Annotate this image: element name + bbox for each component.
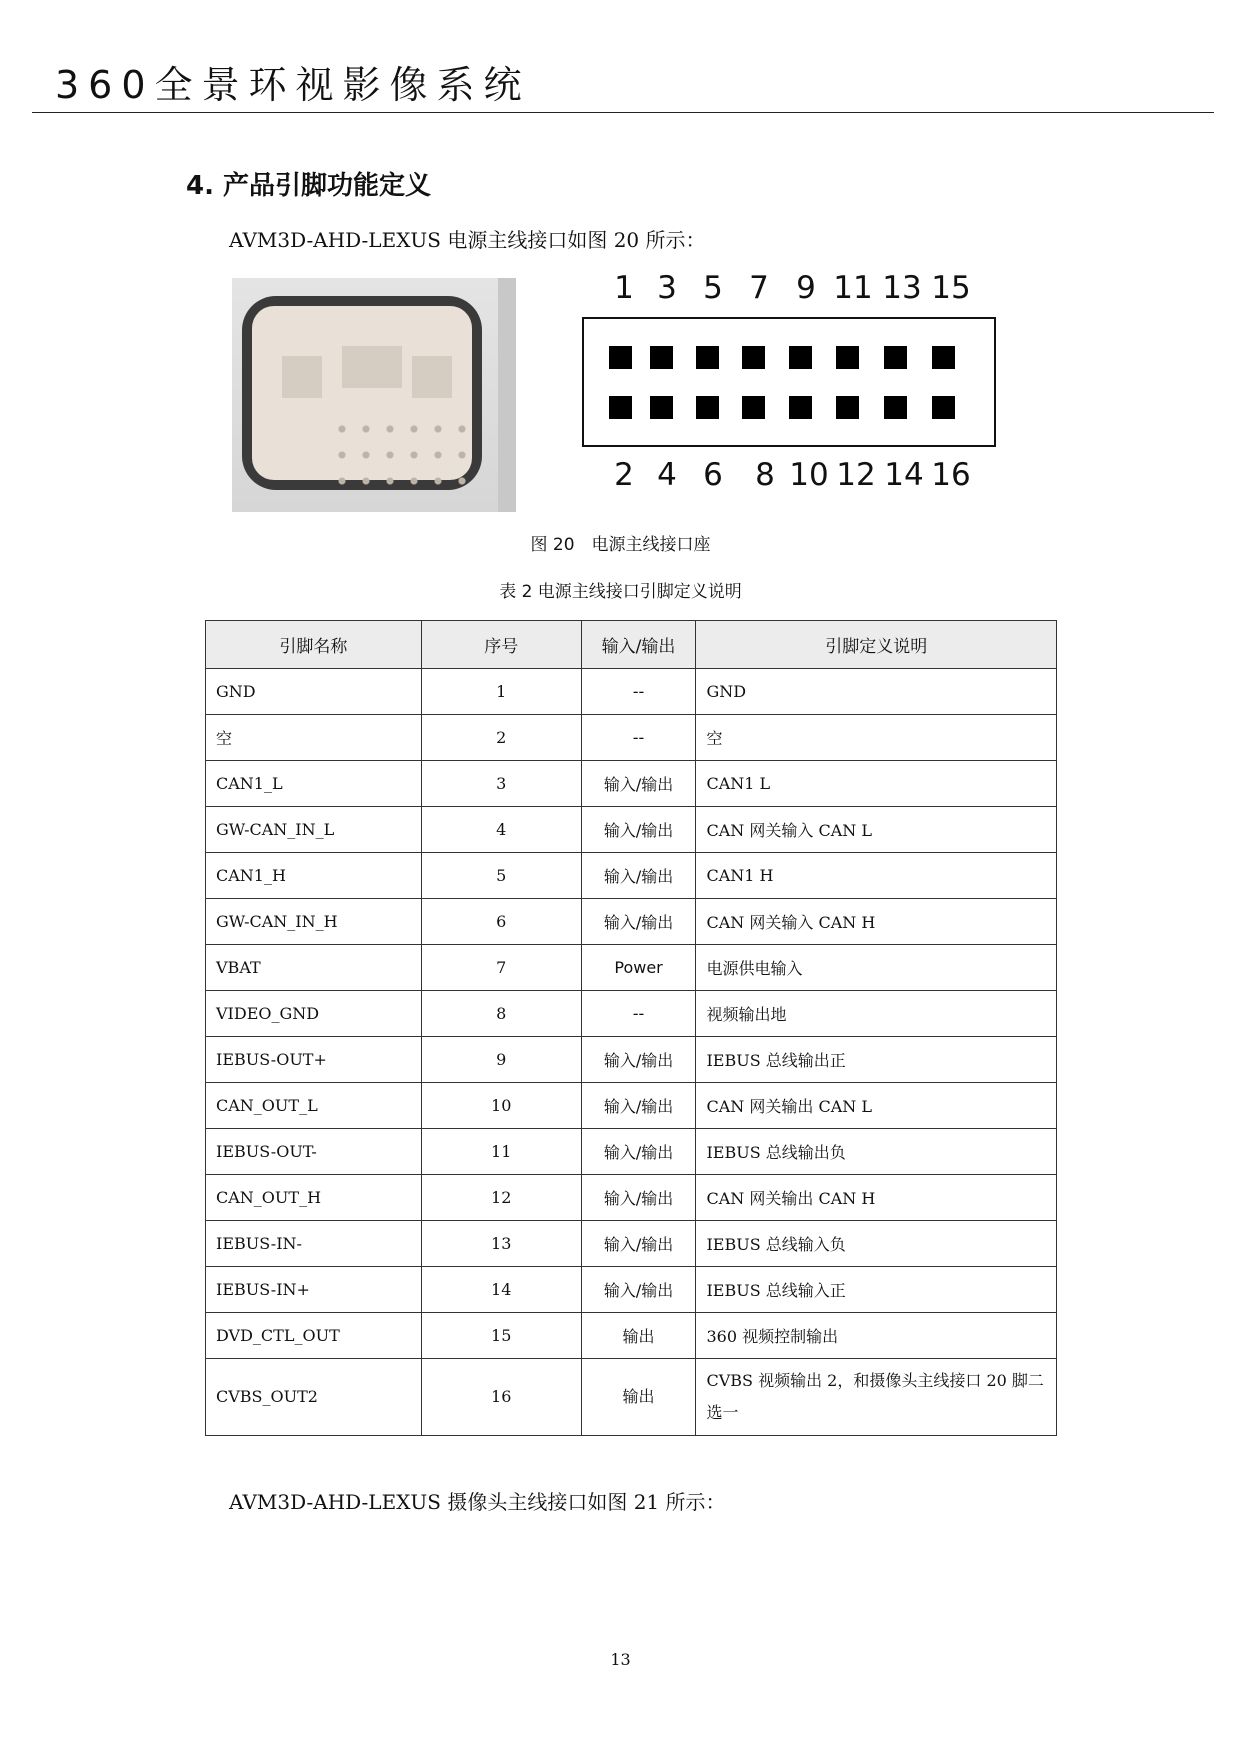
pin-definition-table (205, 620, 1057, 1436)
pin-label-top: 7 (749, 270, 769, 306)
pin-square-top (932, 346, 955, 369)
table-caption: 表 2 电源主线接口引脚定义说明 (499, 582, 742, 602)
page-number: 13 (610, 1650, 631, 1669)
pin-description-cell: IEBUS 总线输入负 (696, 1221, 1057, 1267)
pin-description-cell: IEBUS 总线输出正 (696, 1037, 1057, 1083)
pin-label-bottom: 6 (703, 457, 723, 493)
pin-description-cell: 电源供电输入 (696, 945, 1057, 991)
pin-square-bottom (789, 396, 812, 419)
pin-square-top (884, 346, 907, 369)
pin-io-cell: 输入/输出 (581, 853, 696, 899)
table-row (206, 945, 1057, 991)
pin-io-cell: -- (581, 991, 696, 1037)
pin-description-cell: CAN 网关输入 CAN L (696, 807, 1057, 853)
pin-description-cell: 360 视频控制输出 (696, 1313, 1057, 1359)
pin-io-cell: Power (581, 945, 696, 991)
pin-description-cell: IEBUS 总线输入正 (696, 1267, 1057, 1313)
pin-square-top (742, 346, 765, 369)
pin-square-bottom (609, 396, 632, 419)
figure-caption: 图 20 电源主线接口座 (530, 535, 711, 555)
header-pin-number: 序号 (421, 621, 581, 669)
pin-number-cell: 12 (421, 1175, 581, 1221)
pin-number-cell: 6 (421, 899, 581, 945)
pin-io-cell: 输入/输出 (581, 807, 696, 853)
table-row (206, 1221, 1057, 1267)
table-body (206, 669, 1057, 1436)
pin-description-cell: IEBUS 总线输出负 (696, 1129, 1057, 1175)
connector-photo (232, 278, 516, 512)
pin-name-cell: CAN1_H (206, 853, 422, 899)
pin-label-top: 13 (882, 270, 922, 306)
pin-square-bottom (884, 396, 907, 419)
pin-square-top (696, 346, 719, 369)
table-row (206, 1129, 1057, 1175)
pin-number-cell: 2 (421, 715, 581, 761)
pin-name-cell: IEBUS-OUT+ (206, 1037, 422, 1083)
table-row (206, 1083, 1057, 1129)
header-pin-name: 引脚名称 (206, 621, 422, 669)
pin-io-cell: 输出 (581, 1359, 696, 1436)
pin-description-cell: GND (696, 669, 1057, 715)
document-header-title: 360全景环视影像系统 (55, 63, 531, 107)
pin-number-cell: 13 (421, 1221, 581, 1267)
pin-name-cell: 空 (206, 715, 422, 761)
pin-description-cell: 视频输出地 (696, 991, 1057, 1037)
pin-io-cell: 输出 (581, 1313, 696, 1359)
connector-latch (282, 356, 322, 398)
pin-number-cell: 3 (421, 761, 581, 807)
pin-label-top: 9 (796, 270, 816, 306)
pin-description-cell: CAN 网关输出 CAN L (696, 1083, 1057, 1129)
pin-number-cell: 7 (421, 945, 581, 991)
table-row (206, 761, 1057, 807)
connector-latch (412, 356, 452, 398)
pin-number-cell: 1 (421, 669, 581, 715)
pin-name-cell: CAN_OUT_L (206, 1083, 422, 1129)
pin-label-bottom: 12 (836, 457, 876, 493)
table-row (206, 991, 1057, 1037)
pin-label-bottom: 16 (931, 457, 971, 493)
pin-label-bottom: 4 (657, 457, 677, 493)
pin-name-cell: CVBS_OUT2 (206, 1359, 422, 1436)
pin-square-bottom (836, 396, 859, 419)
pin-description-cell: CVBS 视频输出 2，和摄像头主线接口 20 脚二选一 (696, 1359, 1057, 1436)
pin-io-cell: 输入/输出 (581, 1221, 696, 1267)
pin-name-cell: IEBUS-OUT- (206, 1129, 422, 1175)
pin-label-top: 3 (657, 270, 677, 306)
pin-square-top (650, 346, 673, 369)
pin-name-cell: IEBUS-IN+ (206, 1267, 422, 1313)
connector-panel-edge (498, 278, 516, 512)
table-row (206, 1175, 1057, 1221)
pin-label-top: 15 (931, 270, 971, 306)
pin-label-bottom: 10 (789, 457, 829, 493)
connector-pin-holes (330, 416, 470, 496)
pin-io-cell: -- (581, 715, 696, 761)
pin-io-cell: 输入/输出 (581, 1083, 696, 1129)
pin-name-cell: VBAT (206, 945, 422, 991)
table-row (206, 1313, 1057, 1359)
table-row (206, 669, 1057, 715)
pin-io-cell: 输入/输出 (581, 1175, 696, 1221)
pin-number-cell: 11 (421, 1129, 581, 1175)
pin-label-top: 1 (614, 270, 634, 306)
pin-number-cell: 9 (421, 1037, 581, 1083)
pin-square-bottom (696, 396, 719, 419)
pin-name-cell: GW-CAN_IN_H (206, 899, 422, 945)
header-io: 输入/输出 (581, 621, 696, 669)
pin-number-cell: 16 (421, 1359, 581, 1436)
pin-number-cell: 4 (421, 807, 581, 853)
pin-label-bottom: 2 (614, 457, 634, 493)
pin-io-cell: 输入/输出 (581, 1267, 696, 1313)
pin-square-top (836, 346, 859, 369)
pin-label-top: 5 (703, 270, 723, 306)
pin-number-cell: 8 (421, 991, 581, 1037)
pin-label-bottom: 8 (755, 457, 775, 493)
pin-number-cell: 14 (421, 1267, 581, 1313)
table-row (206, 715, 1057, 761)
table-row (206, 807, 1057, 853)
pin-description-cell: CAN 网关输入 CAN H (696, 899, 1057, 945)
pin-name-cell: IEBUS-IN- (206, 1221, 422, 1267)
table-row (206, 853, 1057, 899)
pin-name-cell: CAN_OUT_H (206, 1175, 422, 1221)
pin-square-bottom (742, 396, 765, 419)
pin-name-cell: GW-CAN_IN_L (206, 807, 422, 853)
pin-io-cell: 输入/输出 (581, 899, 696, 945)
pin-square-top (789, 346, 812, 369)
pin-name-cell: CAN1_L (206, 761, 422, 807)
pin-description-cell: CAN1 L (696, 761, 1057, 807)
pin-description-cell: CAN1 H (696, 853, 1057, 899)
header-divider (32, 112, 1214, 113)
connector-latch (342, 346, 402, 388)
pin-label-bottom: 14 (884, 457, 924, 493)
intro-paragraph: AVM3D-AHD-LEXUS 电源主线接口如图 20 所示： (229, 228, 706, 252)
table-row (206, 1267, 1057, 1313)
pin-number-cell: 10 (421, 1083, 581, 1129)
table-row (206, 1037, 1057, 1083)
connector-housing (252, 306, 472, 480)
pin-description-cell: 空 (696, 715, 1057, 761)
pin-number-cell: 5 (421, 853, 581, 899)
pin-name-cell: DVD_CTL_OUT (206, 1313, 422, 1359)
pinout-frame (582, 317, 996, 447)
table-row (206, 899, 1057, 945)
pin-io-cell: 输入/输出 (581, 761, 696, 807)
table-row (206, 1359, 1057, 1436)
pin-description-cell: CAN 网关输出 CAN H (696, 1175, 1057, 1221)
pin-number-cell: 15 (421, 1313, 581, 1359)
header-description: 引脚定义说明 (696, 621, 1057, 669)
pin-label-top: 11 (833, 270, 873, 306)
table-header-row (206, 621, 1057, 669)
section-heading: 4. 产品引脚功能定义 (186, 171, 432, 201)
pin-square-bottom (932, 396, 955, 419)
pin-io-cell: 输入/输出 (581, 1037, 696, 1083)
pin-io-cell: 输入/输出 (581, 1129, 696, 1175)
pin-name-cell: VIDEO_GND (206, 991, 422, 1037)
pin-square-top (609, 346, 632, 369)
pin-name-cell: GND (206, 669, 422, 715)
pin-io-cell: -- (581, 669, 696, 715)
pin-square-bottom (650, 396, 673, 419)
outro-paragraph: AVM3D-AHD-LEXUS 摄像头主线接口如图 21 所示： (229, 1490, 726, 1514)
